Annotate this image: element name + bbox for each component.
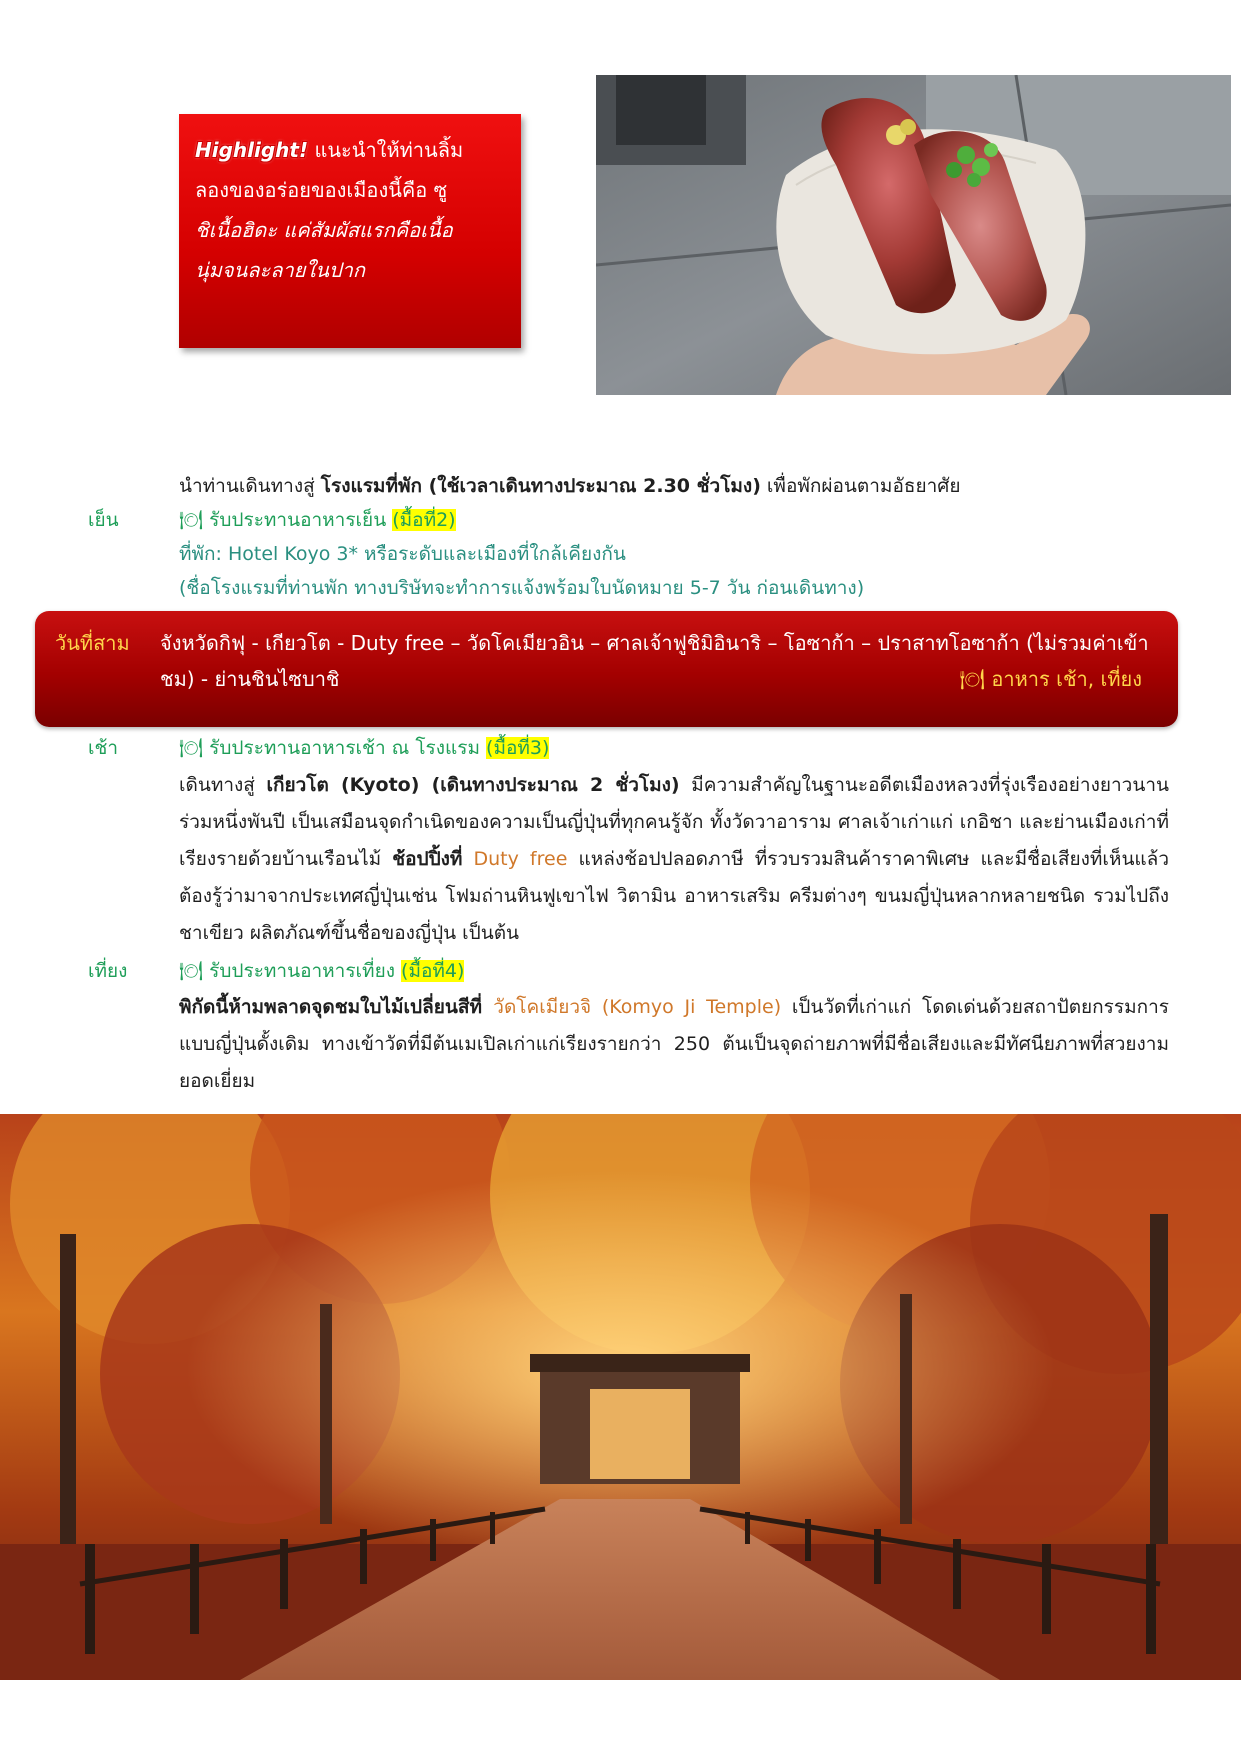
day3-route: จังหวัดกิฟุ - เกียวโต - Duty free – วัดโคเมียวอิน – ศาลเจ้าฟูชิมิอินาริ – โอซาก้า – ปราสาทโอซาก้า (ไม่รวมค่าเข้าชม) - ย่านชินไซบาชิ bbox=[160, 631, 1149, 691]
komyo-ji-paragraph bbox=[179, 989, 1169, 1100]
highlight-line-1: แนะนำให้ท่านลิ้ม bbox=[314, 138, 464, 162]
transfer-prefix: นำท่านเดินทางสู่ bbox=[179, 475, 321, 497]
lunch-meal-badge: (มื้อที่4) bbox=[401, 960, 465, 982]
shopping-bold: ช้อปปิ้งที่ bbox=[392, 848, 463, 870]
hotel-note: (ชื่อโรงแรมที่ท่านพัก ทางบริษัทจะทำการแจ้งพร้อมใบนัดหมาย 5-7 วัน ก่อนเดินทาง) bbox=[179, 577, 865, 599]
highlight-line-4: นุ่มจนละลายในปาก bbox=[195, 258, 365, 282]
highlight-box bbox=[179, 114, 521, 348]
transfer-hotel-bold: โรงแรมที่พัก (ใช้เวลาเดินทางประมาณ 2.30 ชั่วโมง) bbox=[320, 475, 761, 497]
lunch-text: รับประทานอาหารเที่ยง bbox=[203, 960, 402, 982]
dinner-meal-badge: (มื้อที่2) bbox=[392, 509, 456, 531]
meal-icon: 🍽 bbox=[179, 737, 204, 759]
komyo-ji-autumn-photo bbox=[0, 1114, 1241, 1680]
komyo-bold: พิกัดนี้ห้ามพลาดจุดชมใบไม้เปลี่ยนสีที่ bbox=[179, 996, 494, 1018]
komyo-description: เป็นวัดที่เก่าแก่ โดดเด่นด้วยสถาปัตยกรรมการแบบญี่ปุ่นดั้งเดิม ทางเข้าวัดที่มีต้นเมเปิลเก่าแก่เรียงรายกว่า 250 ต้นเป็นจุดถ่ายภาพที่มีชื่อเสียงและมีทัศนียภาพที่สวยงามยอดเยี่ยม bbox=[179, 996, 1169, 1092]
highlight-line-3: ชิเนื้อฮิดะ แค่สัมผัสแรกคือเนื้อ bbox=[195, 218, 453, 242]
meal-icon: 🍽 bbox=[179, 509, 204, 531]
highlight-badge: Highlight! bbox=[195, 138, 309, 162]
day3-meals-text: อาหาร เช้า, เที่ยง bbox=[985, 667, 1142, 691]
kyoto-prefix: เดินทางสู่ bbox=[179, 774, 267, 796]
highlight-line-2: ลองของอร่อยของเมืองนี้คือ ซู bbox=[195, 178, 448, 202]
dinner-line bbox=[179, 502, 456, 538]
meal-icon: 🍽 bbox=[959, 667, 986, 691]
day3-label: วันที่สาม bbox=[55, 631, 130, 655]
breakfast-line bbox=[179, 730, 549, 766]
breakfast-meal-badge: (มื้อที่3) bbox=[486, 737, 550, 759]
dinner-label: เย็น bbox=[88, 509, 119, 531]
day3-meals bbox=[960, 661, 1142, 697]
hida-beef-sushi-photo bbox=[596, 75, 1231, 395]
dinner-text: รับประทานอาหารเย็น bbox=[203, 509, 393, 531]
breakfast-label: เช้า bbox=[88, 737, 119, 759]
lunch-label: เที่ยง bbox=[88, 960, 128, 982]
kyoto-paragraph bbox=[179, 767, 1169, 952]
shopping-description: แหล่งช้อปปลอดภาษี ที่รวบรวมสินค้าราคาพิเศษ และมีชื่อเสียงที่เห็นแล้วต้องรู้ว่ามาจากประเทศญี่ปุ่นเช่น โฟมถ่านหินฟูเขาไฟ วิตามิน อาหารเสริม ครีมต่างๆ ขนมญี่ปุ่นหลากหลายชนิด รวมไปถึงชาเขียว ผลิตภัณฑ์ขึ้นชื่อของญี่ปุ่น เป็นต้น bbox=[179, 848, 1169, 944]
komyo-temple-name: วัดโคเมียวจิ (Komyo Ji Temple) bbox=[493, 996, 782, 1018]
lunch-line bbox=[179, 953, 464, 989]
kyoto-description: มีความสำคัญในฐานะอดีตเมืองหลวงที่รุ่งเรืองอย่างยาวนานร่วมหนึ่งพันปี เป็นเสมือนจุดกำเนิดของความเป็นญี่ปุ่นที่ทุกคนรู้จัก ทั้งวัดวาอาราม ศาลเจ้าเก่าแก่ เกอิชา และย่านเมืองเก่าที่เรียงรายด้วยบ้านเรือนไม้ bbox=[179, 774, 1169, 870]
duty-free-name: Duty free bbox=[462, 848, 568, 870]
day3-banner bbox=[35, 611, 1178, 727]
breakfast-text: รับประทานอาหารเช้า ณ โรงแรม bbox=[203, 737, 487, 759]
hotel-line: ที่พัก: Hotel Koyo 3* หรือระดับและเมืองที่ใกล้เคียงกัน bbox=[179, 543, 626, 565]
transfer-suffix: เพื่อพักผ่อนตามอัธยาศัย bbox=[760, 475, 961, 497]
kyoto-bold: เกียวโต (Kyoto) (เดินทางประมาณ 2 ชั่วโมง) bbox=[266, 774, 680, 796]
transfer-line bbox=[179, 468, 960, 504]
meal-icon: 🍽 bbox=[179, 960, 204, 982]
